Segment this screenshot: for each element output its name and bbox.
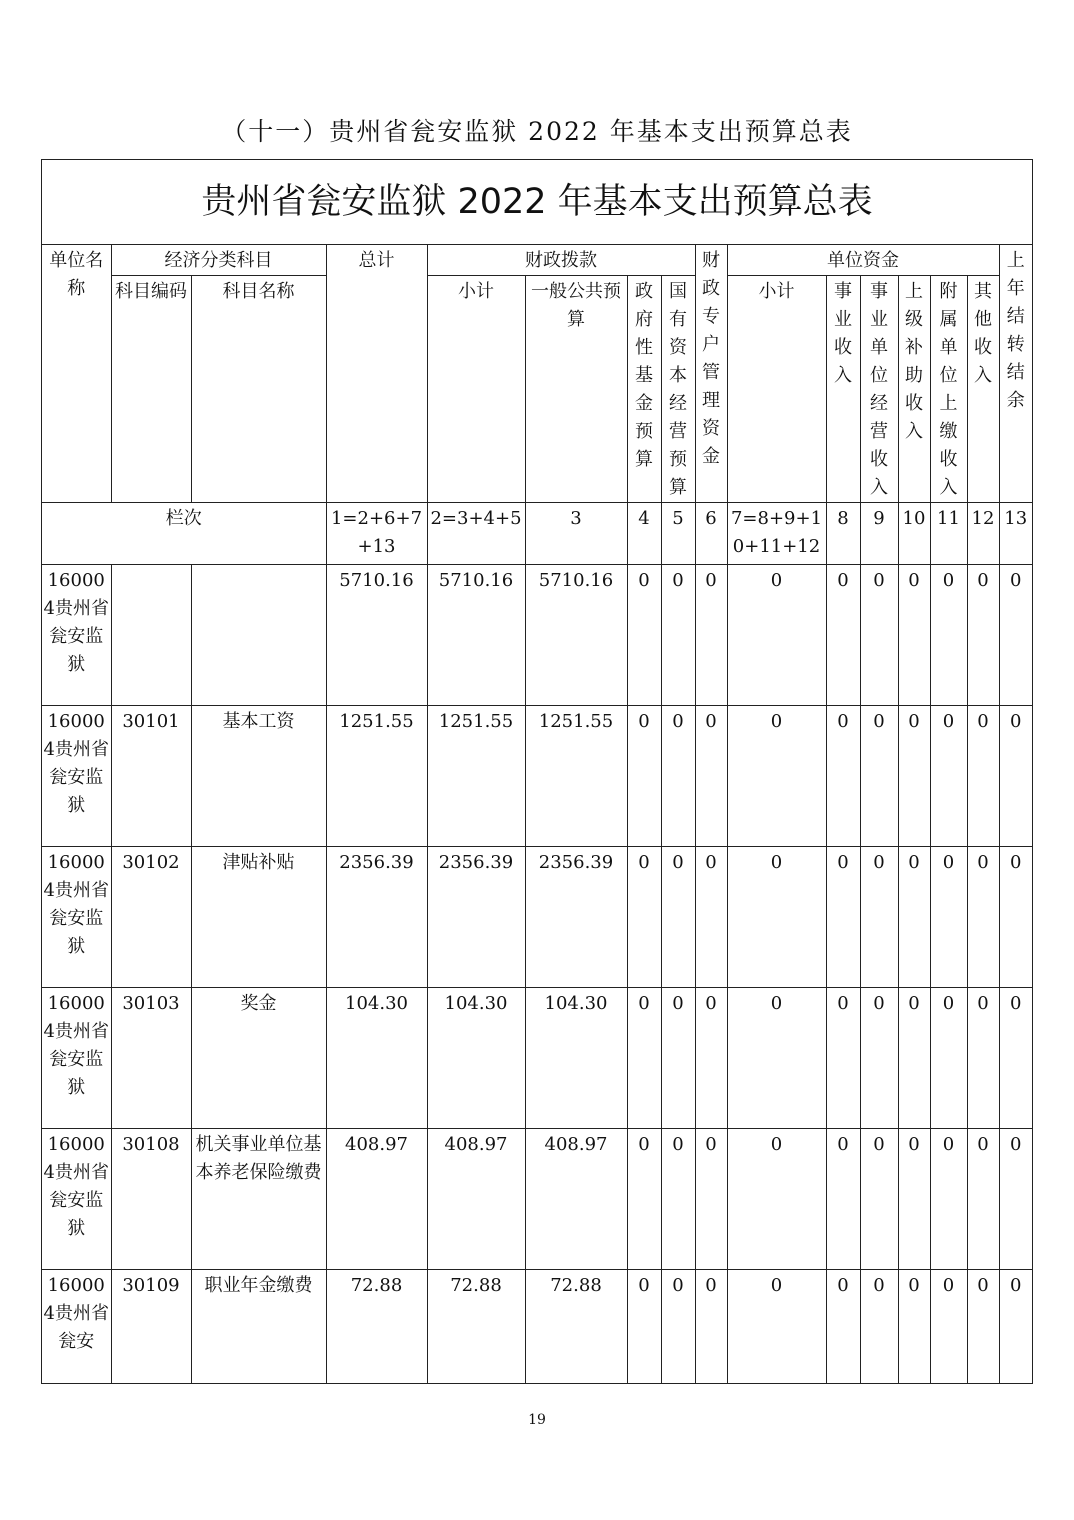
header-fiscal-special: 财政专户管理资金 — [695, 245, 727, 503]
cell-total: 72.88 — [326, 1270, 427, 1385]
cell-item-code: 30101 — [111, 706, 191, 847]
cell-item-code: 30108 — [111, 1129, 191, 1270]
cell-uf-operation: 0 — [860, 1129, 898, 1270]
cell-fg-state-capital: 0 — [661, 847, 695, 988]
cell-item-name: 奖金 — [191, 988, 326, 1129]
cell-uf-subtotal: 0 — [727, 988, 826, 1129]
cell-item-name: 职业年金缴费 — [191, 1270, 326, 1385]
cell-fg-state-capital: 0 — [661, 1270, 695, 1385]
table-row — [42, 565, 1032, 706]
cell-fiscal-special: 0 — [695, 1270, 727, 1385]
column-index-cell: 10 — [898, 503, 930, 565]
column-index-cell: 3 — [525, 503, 627, 565]
cell-uf-affiliate: 0 — [930, 565, 967, 706]
table-row — [42, 847, 1032, 988]
cell-total: 1251.55 — [326, 706, 427, 847]
cell-uf-operation: 0 — [860, 847, 898, 988]
cell-uf-business: 0 — [826, 706, 860, 847]
cell-fg-general: 5710.16 — [525, 565, 627, 706]
cell-uf-business: 0 — [826, 847, 860, 988]
budget-table-frame — [41, 159, 1033, 1384]
cell-fg-subtotal: 408.97 — [427, 1129, 525, 1270]
cell-uf-subtotal: 0 — [727, 1129, 826, 1270]
header-unit-funds: 单位资金 — [727, 245, 999, 276]
cell-fiscal-special: 0 — [695, 706, 727, 847]
cell-uf-subtotal: 0 — [727, 706, 826, 847]
cell-carryover: 0 — [999, 1129, 1032, 1270]
cell-uf-business: 0 — [826, 565, 860, 706]
header-row-2 — [42, 276, 1032, 503]
cell-uf-other: 0 — [967, 1270, 999, 1385]
cell-fg-state-capital: 0 — [661, 988, 695, 1129]
header-econ-class: 经济分类科目 — [111, 245, 326, 276]
cell-uf-subtotal: 0 — [727, 847, 826, 988]
cell-carryover: 0 — [999, 1270, 1032, 1385]
cell-fg-subtotal: 2356.39 — [427, 847, 525, 988]
header-uf-subtotal: 小计 — [727, 276, 826, 503]
cell-carryover: 0 — [999, 988, 1032, 1129]
cell-uf-affiliate: 0 — [930, 847, 967, 988]
cell-uf-business: 0 — [826, 1270, 860, 1385]
cell-fg-gov-fund: 0 — [627, 1270, 661, 1385]
cell-uf-subsidy: 0 — [898, 706, 930, 847]
cell-uf-subtotal: 0 — [727, 1270, 826, 1385]
column-index-cell: 6 — [695, 503, 727, 565]
cell-fiscal-special: 0 — [695, 565, 727, 706]
cell-unit-name: 160004贵州省瓮安监狱 — [42, 988, 111, 1129]
cell-item-name: 津贴补贴 — [191, 847, 326, 988]
cell-fg-state-capital: 0 — [661, 1129, 695, 1270]
cell-unit-name: 160004贵州省瓮安 — [42, 1270, 111, 1385]
cell-uf-business: 0 — [826, 1129, 860, 1270]
cell-fg-subtotal: 5710.16 — [427, 565, 525, 706]
cell-unit-name: 160004贵州省瓮安监狱 — [42, 847, 111, 988]
column-index-cell: 11 — [930, 503, 967, 565]
cell-uf-affiliate: 0 — [930, 1129, 967, 1270]
cell-total: 408.97 — [326, 1129, 427, 1270]
column-index-label: 栏次 — [42, 503, 326, 565]
column-index-row — [42, 503, 1032, 565]
cell-total: 2356.39 — [326, 847, 427, 988]
table-title: 贵州省瓮安监狱 2022 年基本支出预算总表 — [42, 160, 1032, 245]
cell-uf-operation: 0 — [860, 1270, 898, 1385]
column-index-cell: 4 — [627, 503, 661, 565]
cell-uf-business: 0 — [826, 988, 860, 1129]
cell-item-name: 机关事业单位基本养老保险缴费 — [191, 1129, 326, 1270]
cell-uf-subsidy: 0 — [898, 565, 930, 706]
cell-unit-name: 160004贵州省瓮安监狱 — [42, 565, 111, 706]
cell-fg-gov-fund: 0 — [627, 988, 661, 1129]
cell-uf-operation: 0 — [860, 706, 898, 847]
column-index-cell: 9 — [860, 503, 898, 565]
cell-item-code — [111, 565, 191, 706]
header-fg-gov-fund: 政府性基金预算 — [627, 276, 661, 503]
cell-uf-other: 0 — [967, 847, 999, 988]
cell-carryover: 0 — [999, 847, 1032, 988]
table-row — [42, 988, 1032, 1129]
cell-fg-gov-fund: 0 — [627, 1129, 661, 1270]
header-uf-subsidy: 上级补助收入 — [898, 276, 930, 503]
cell-uf-subsidy: 0 — [898, 847, 930, 988]
cell-uf-operation: 0 — [860, 988, 898, 1129]
cell-item-code: 30103 — [111, 988, 191, 1129]
cell-uf-affiliate: 0 — [930, 706, 967, 847]
table-row — [42, 706, 1032, 847]
cell-unit-name: 160004贵州省瓮安监狱 — [42, 1129, 111, 1270]
header-item-code: 科目编码 — [111, 276, 191, 503]
header-uf-affiliate: 附属单位上缴收入 — [930, 276, 967, 503]
header-uf-business: 事业收入 — [826, 276, 860, 503]
cell-fg-state-capital: 0 — [661, 565, 695, 706]
cell-uf-other: 0 — [967, 988, 999, 1129]
cell-item-code: 30102 — [111, 847, 191, 988]
cell-uf-subsidy: 0 — [898, 1129, 930, 1270]
page-number: 19 — [528, 1412, 546, 1428]
cell-uf-other: 0 — [967, 706, 999, 847]
column-index-cell: 13 — [999, 503, 1032, 565]
header-row-1 — [42, 245, 1032, 276]
header-uf-operation: 事业单位经营收入 — [860, 276, 898, 503]
column-index-cell: 7=8+9+10+11+12 — [727, 503, 826, 565]
cell-uf-subtotal: 0 — [727, 565, 826, 706]
header-fg-general: 一般公共预算 — [525, 276, 627, 503]
cell-fg-subtotal: 72.88 — [427, 1270, 525, 1385]
header-uf-other: 其他收入 — [967, 276, 999, 503]
column-index-cell: 12 — [967, 503, 999, 565]
cell-item-name — [191, 565, 326, 706]
cell-fiscal-special: 0 — [695, 1129, 727, 1270]
cell-fg-gov-fund: 0 — [627, 565, 661, 706]
cell-uf-operation: 0 — [860, 565, 898, 706]
header-unit-name: 单位名称 — [42, 245, 111, 503]
column-index-cell: 8 — [826, 503, 860, 565]
cell-uf-affiliate: 0 — [930, 988, 967, 1129]
table-row — [42, 1129, 1032, 1270]
cell-uf-affiliate: 0 — [930, 1270, 967, 1385]
cell-fiscal-special: 0 — [695, 988, 727, 1129]
cell-total: 5710.16 — [326, 565, 427, 706]
cell-fg-general: 2356.39 — [525, 847, 627, 988]
cell-fg-general: 72.88 — [525, 1270, 627, 1385]
cell-uf-other: 0 — [967, 1129, 999, 1270]
header-fiscal-grant: 财政拨款 — [427, 245, 695, 276]
cell-uf-subsidy: 0 — [898, 988, 930, 1129]
cell-fg-gov-fund: 0 — [627, 706, 661, 847]
cell-fg-subtotal: 104.30 — [427, 988, 525, 1129]
table-row — [42, 1270, 1032, 1385]
header-item-name: 科目名称 — [191, 276, 326, 503]
header-total: 总计 — [326, 245, 427, 503]
document-title: （十一）贵州省瓮安监狱 2022 年基本支出预算总表 — [221, 117, 853, 146]
cell-carryover: 0 — [999, 565, 1032, 706]
header-fg-subtotal: 小计 — [427, 276, 525, 503]
header-fg-state-capital: 国有资本经营预算 — [661, 276, 695, 503]
cell-uf-subsidy: 0 — [898, 1270, 930, 1385]
column-index-cell: 1=2+6+7+13 — [326, 503, 427, 565]
header-carryover: 上年结转结余 — [999, 245, 1032, 503]
cell-fiscal-special: 0 — [695, 847, 727, 988]
budget-table — [42, 245, 1032, 1384]
column-index-cell: 2=3+4+5 — [427, 503, 525, 565]
cell-fg-state-capital: 0 — [661, 706, 695, 847]
cell-carryover: 0 — [999, 706, 1032, 847]
cell-fg-general: 1251.55 — [525, 706, 627, 847]
cell-fg-subtotal: 1251.55 — [427, 706, 525, 847]
column-index-cell: 5 — [661, 503, 695, 565]
cell-fg-gov-fund: 0 — [627, 847, 661, 988]
cell-unit-name: 160004贵州省瓮安监狱 — [42, 706, 111, 847]
cell-uf-other: 0 — [967, 565, 999, 706]
cell-item-code: 30109 — [111, 1270, 191, 1385]
cell-total: 104.30 — [326, 988, 427, 1129]
cell-fg-general: 104.30 — [525, 988, 627, 1129]
cell-fg-general: 408.97 — [525, 1129, 627, 1270]
cell-item-name: 基本工资 — [191, 706, 326, 847]
